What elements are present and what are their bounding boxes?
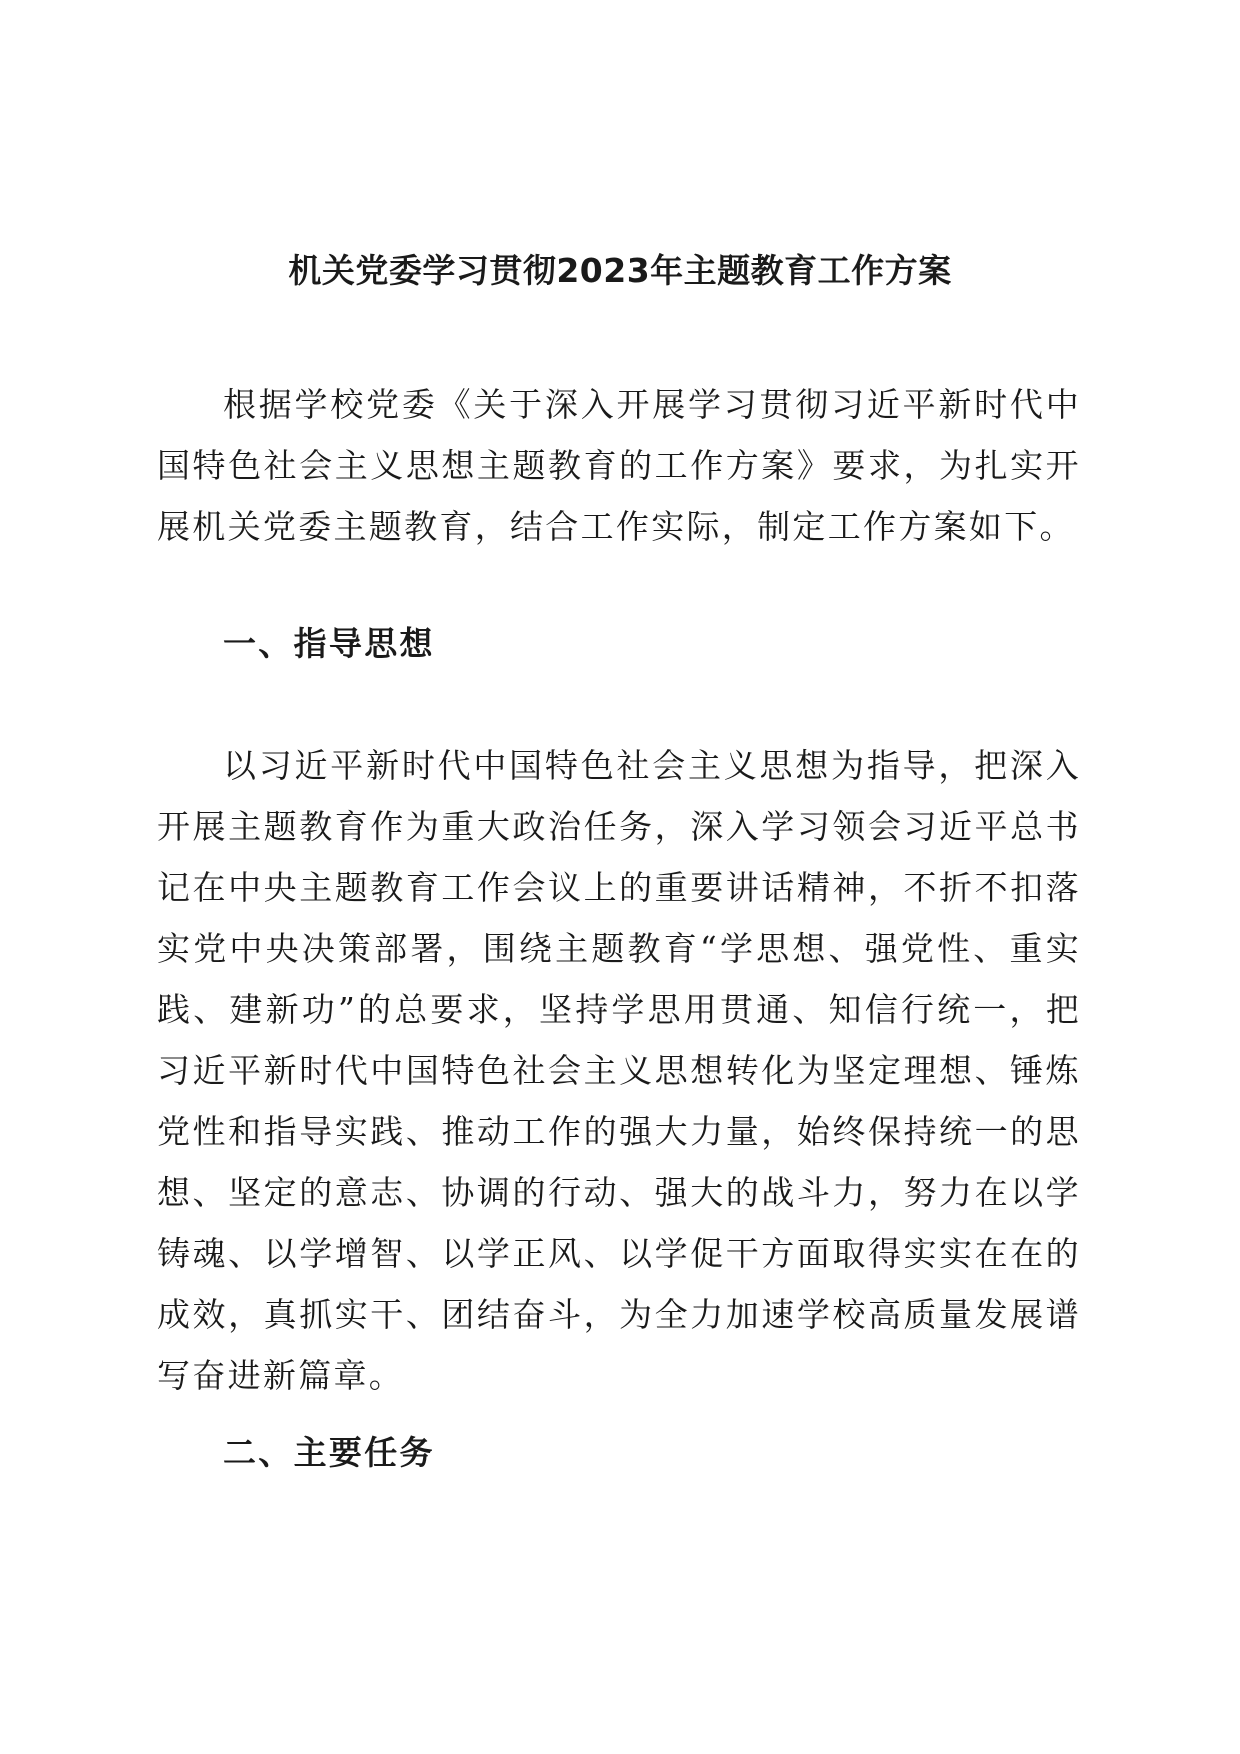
intro-paragraph: 根据学校党委《关于深入开展学习贯彻习近平新时代中国特色社会主义思想主题教育的工作方案》要求，为扎实开展机关党委主题教育，结合工作实际，制定工作方案如下。 xyxy=(157,385,1081,546)
section-heading-main-tasks: 二、主要任务 xyxy=(223,1433,435,1472)
document-title: 机关党委学习贯彻2023年主题教育工作方案 xyxy=(288,251,952,290)
section-heading-guiding-thought: 一、指导思想 xyxy=(223,624,435,663)
guiding-thought-paragraph: 以习近平新时代中国特色社会主义思想为指导，把深入开展主题教育作为重大政治任务，深入学习领会习近平总书记在中央主题教育工作会议上的重要讲话精神，不折不扣落实党中央决策部署，围绕主题教育“学思想、强党性、重实践、建新功”的总要求，坚持学思用贯通、知信行统一，把习近平新时代中国特色社会主义思想转化为坚定理想、锤炼党性和指导实践、推动工作的强大力量，始终保持统一的思想、坚定的意志、协调的行动、强大的战斗力，努力在以学铸魂、以学增智、以学正风、以学促干方面取得实实在在的成效，真抓实干、团结奋斗，为全力加速学校高质量发展谱写奋进新篇章。 xyxy=(157,746,1081,1395)
